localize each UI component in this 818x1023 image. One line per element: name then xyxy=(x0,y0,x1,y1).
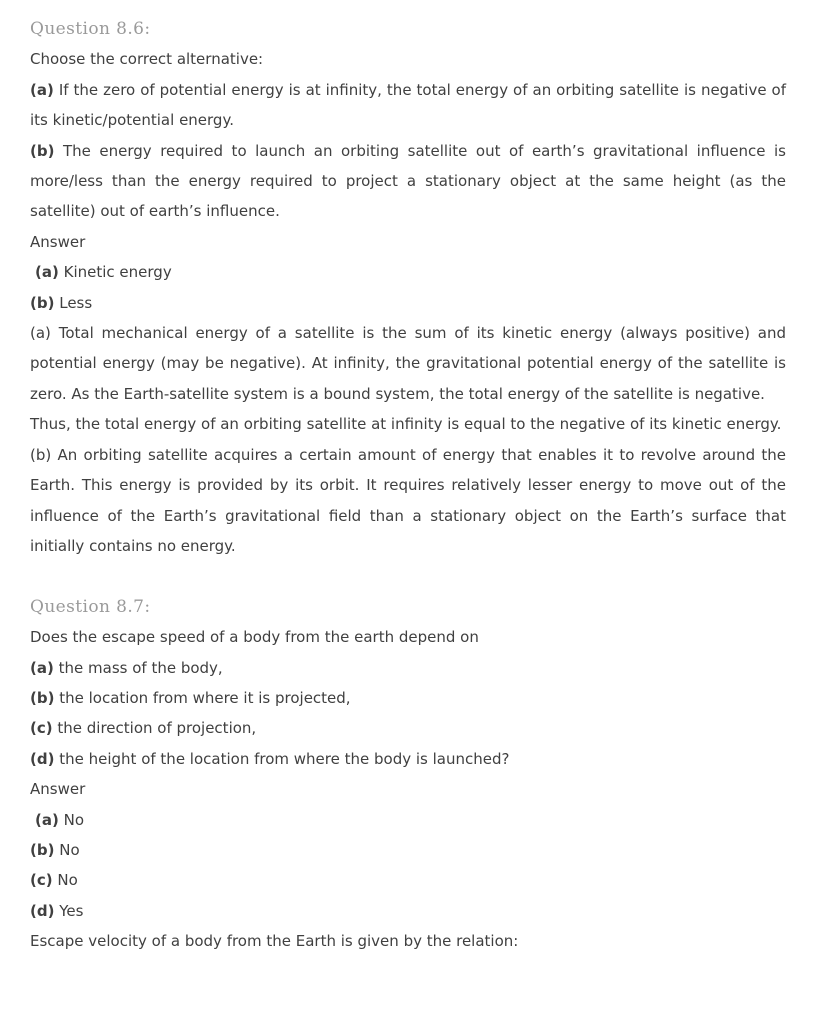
answer-label: Answer xyxy=(30,780,86,799)
option-b-marker: (b) xyxy=(30,688,55,707)
explanation-a-paragraph: (a) Total mechanical energy of a satellite is the sum of its kinetic energy (always positive) and potential energy (may be negative). At infinity, the gravitational potential energy of the satellite is zero. As the Earth-satellite system is a bound system, the total energy of the satellite is negative. xyxy=(30,324,786,403)
answer-b xyxy=(30,288,786,318)
answer-c-marker: (c) xyxy=(30,871,53,890)
option-d xyxy=(30,744,786,774)
answer-a xyxy=(30,257,786,287)
answer-d-text: Yes xyxy=(59,901,84,920)
answer-b-text: Less xyxy=(59,293,93,312)
explanation-thus-paragraph: Thus, the total energy of an orbiting satellite at infinity is equal to the negative of its kinetic energy. xyxy=(30,415,782,434)
answer-a-text: No xyxy=(63,810,85,829)
answer-b-text: No xyxy=(59,840,80,859)
question-8-7-intro: Does the escape speed of a body from the earth depend on xyxy=(30,628,479,647)
question-8-6-part-a xyxy=(30,75,786,136)
closing-statement: Escape velocity of a body from the Earth is given by the relation: xyxy=(30,932,519,951)
part-a-marker: (a) xyxy=(30,80,54,99)
option-a-marker: (a) xyxy=(30,658,54,677)
answer-c-text: No xyxy=(57,871,78,890)
answer-b-marker: (b) xyxy=(30,840,55,859)
part-a-text: If the zero of potential energy is at infinity, the total energy of an orbiting satellite is negative of its kinetic/potential energy. xyxy=(30,80,786,130)
answer-a xyxy=(30,805,786,835)
question-8-6-part-b xyxy=(30,136,786,227)
option-c-text: the direction of projection, xyxy=(57,719,257,738)
part-b-text: The energy required to launch an orbiting satellite out of earth’s gravitational influence is more/less than the energy required to project a stationary object at the same height (as the satellite) out of earth’s influence. xyxy=(30,141,786,221)
answer-b xyxy=(30,835,786,865)
question-8-6-heading: Question 8.6: xyxy=(30,19,151,39)
answer-c xyxy=(30,865,786,895)
option-a xyxy=(30,653,786,683)
question-8-7-section xyxy=(30,592,786,957)
explanation-b-paragraph: (b) An orbiting satellite acquires a certain amount of energy that enables it to revolve around the Earth. This energy is provided by its orbit. It requires relatively lesser energy to move out of the influence of the Earth’s gravitational field than a stationary object on the Earth’s surface that initially contains no energy. xyxy=(30,445,786,555)
answer-label: Answer xyxy=(30,232,86,251)
section-spacer xyxy=(30,561,786,591)
question-8-6-intro: Choose the correct alternative: xyxy=(30,50,264,69)
answer-a-marker: (a) xyxy=(35,810,59,829)
answer-a-marker: (a) xyxy=(35,263,59,282)
option-d-marker: (d) xyxy=(30,749,55,768)
answer-a-text: Kinetic energy xyxy=(63,263,172,282)
option-b-text: the location from where it is projected, xyxy=(59,688,351,707)
option-a-text: the mass of the body, xyxy=(58,658,223,677)
part-b-marker: (b) xyxy=(30,141,55,160)
question-8-6-section xyxy=(30,14,786,561)
answer-d-marker: (d) xyxy=(30,901,55,920)
answer-d xyxy=(30,896,786,926)
option-c xyxy=(30,713,786,743)
option-c-marker: (c) xyxy=(30,719,53,738)
option-b xyxy=(30,683,786,713)
option-d-text: the height of the location from where the body is launched? xyxy=(59,749,510,768)
answer-b-marker: (b) xyxy=(30,293,55,312)
question-8-7-heading: Question 8.7: xyxy=(30,596,151,617)
